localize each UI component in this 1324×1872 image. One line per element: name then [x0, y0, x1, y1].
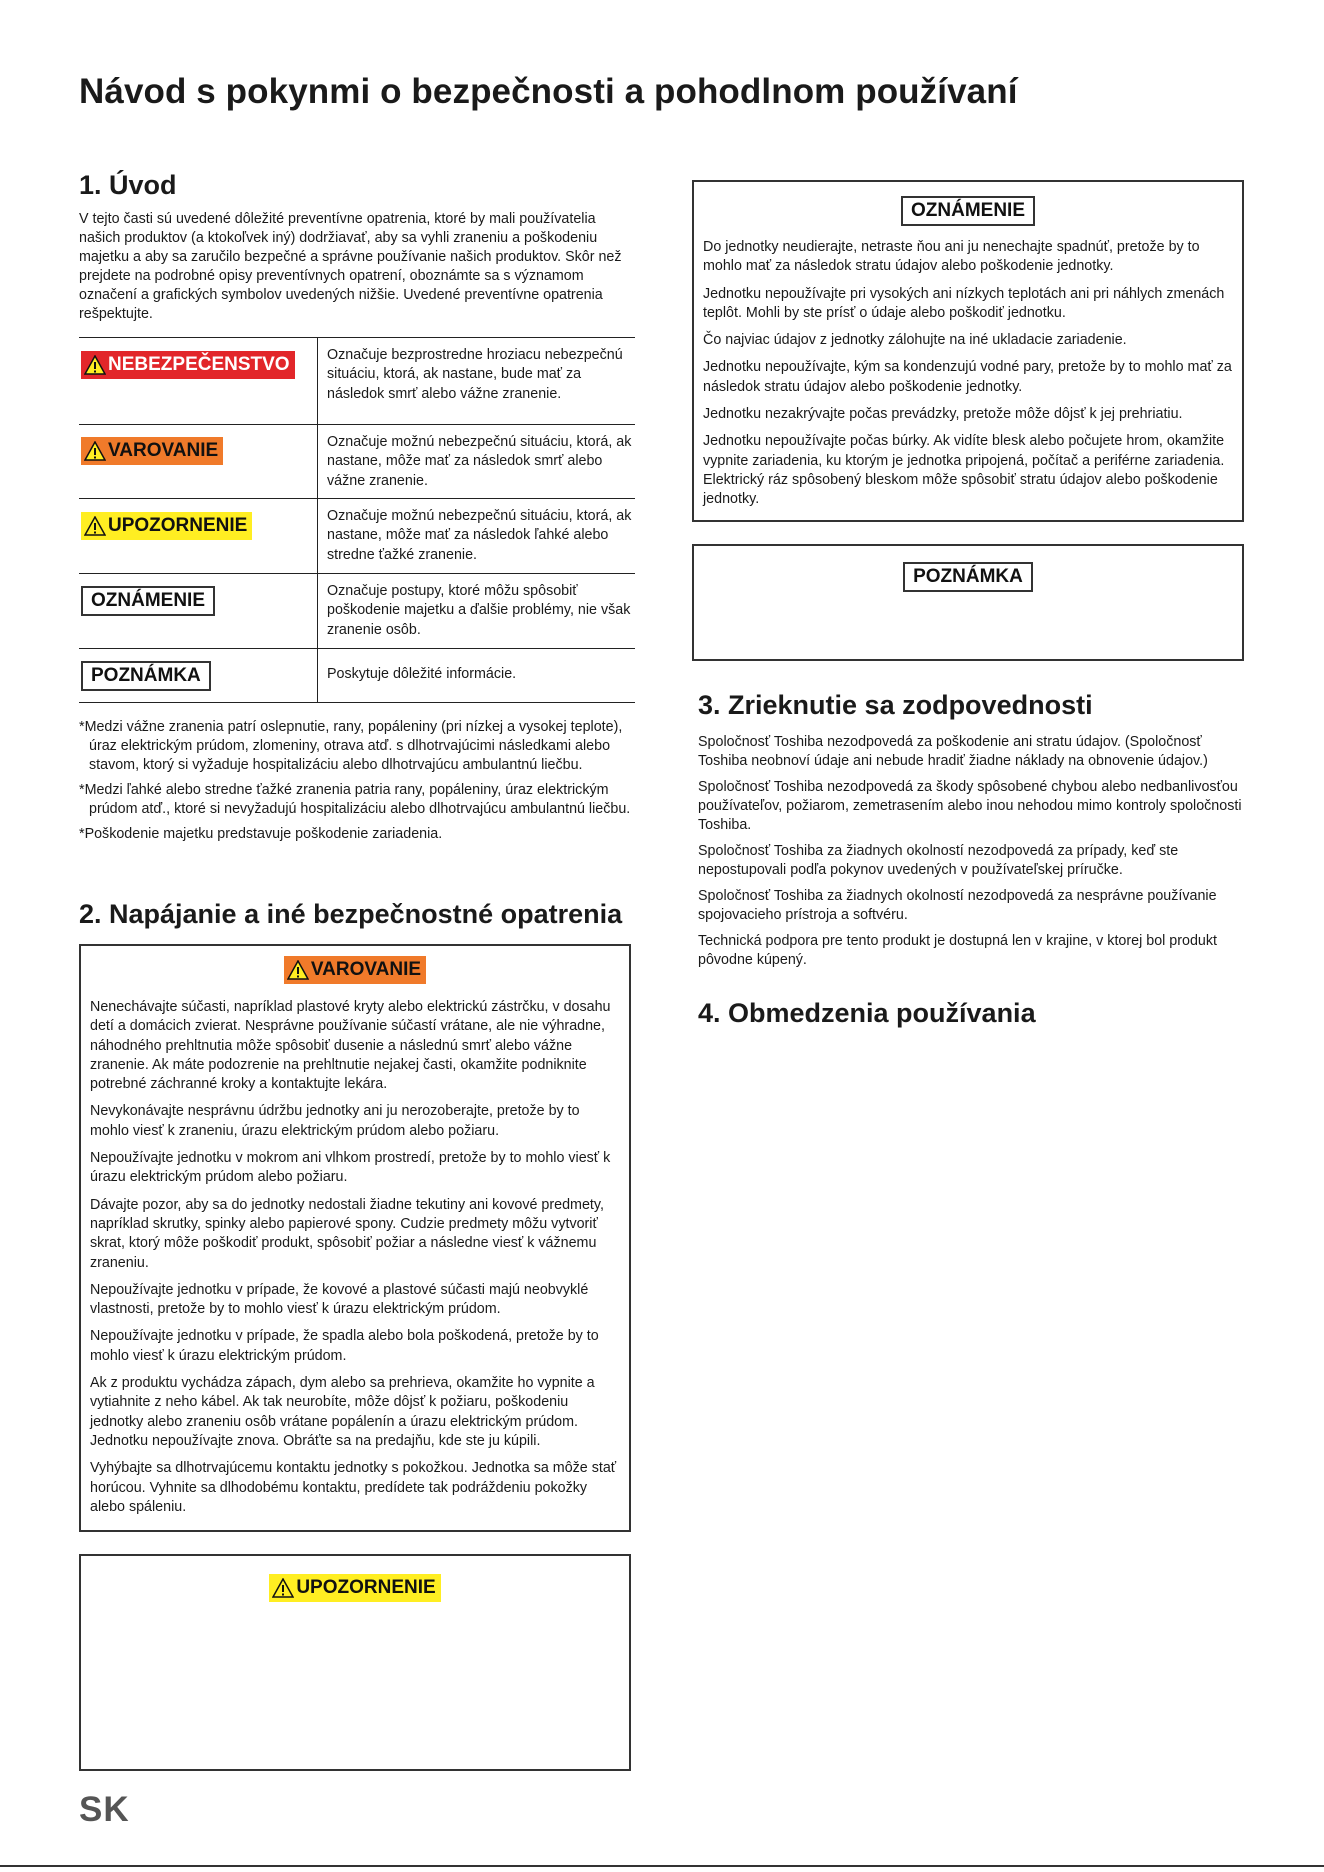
power-heading: 2. Napájanie a iné bezpečnostné opatrenia: [79, 899, 623, 929]
notice-box: [692, 180, 1244, 522]
disclaimer-item: Spoločnosť Toshiba za žiadnych okolností nezodpovedá za nesprávne používanie spojovacieho prístroja a softvéru.: [698, 888, 1217, 923]
warning-item: Nepoužívajte jednotku v prípade, že spadla alebo bola poškodená, pretože by to mohlo viesť k úrazu elektrickým prúdom.: [90, 1328, 599, 1364]
footnote: *Poškodenie majetku predstavuje poškodenie zariadenia.: [79, 826, 443, 842]
notice-item: Jednotku nezakrývajte počas prevádzky, pretože môže dôjsť k jej prehriatiu.: [703, 406, 1183, 423]
language-code: SK: [79, 1790, 130, 1829]
notice-label: OZNÁMENIE: [81, 586, 215, 616]
warning-item: Dávajte pozor, aby sa do jednotky nedostali žiadne tekutiny ani kovové predmety, napríklad skrutky, spinky alebo papierové spony. Cudzie predmety môžu vytvoriť skrat, ktorý môže poškodiť produkt, spôsobiť požiar a následne viesť k vážnemu zraneniu.: [90, 1196, 604, 1271]
disclaimer-item: Spoločnosť Toshiba nezodpovedá za škody spôsobené chybou alebo nedbanlivosťou používateľov, požiarom, zemetrasením alebo inou nehodou mimo kontroly spoločnosti Toshiba.: [698, 779, 1242, 833]
caution-box-label: [269, 1574, 440, 1602]
warning-triangle-icon: [84, 516, 106, 536]
warning-triangle-icon: [84, 355, 106, 375]
disclaimer-heading: 3. Zrieknutie sa zodpovednosti: [698, 690, 1093, 720]
notice-item: Do jednotky neudierajte, netraste ňou ani ju nenechajte spadnúť, pretože by to mohlo mať za následok stratu údajov alebo poškodenie jednotky.: [703, 239, 1200, 275]
warning-box: [79, 944, 631, 1532]
symbol-row-notice: [79, 574, 635, 649]
intro-text: V tejto časti sú uvedené dôležité preventívne opatrenia, ktoré by mali používatelia našich produktov (a ktokoľvek iný) dodržiavať, aby sa vyhli zraneniu a poškodeniu majetku a aby sa zaručilo bezpečné a správne používanie našich produktov. Skôr než prejdete na podrobné opisy preventívnych opatrení, oboznámte sa s významom označení a grafických symbolov uvedených nižšie. Uvedené preventívne opatrenia rešpektujte.: [79, 211, 622, 322]
note-desc: Poskytuje dôležité informácie.: [327, 666, 517, 682]
notice-box-label: OZNÁMENIE: [901, 196, 1035, 226]
symbols-table: [79, 337, 635, 703]
danger-label-text: NEBEZPEČENSTVO: [108, 354, 290, 375]
notice-item: Čo najviac údajov z jednotky zálohujte na iné ukladacie zariadenie.: [703, 332, 1127, 349]
symbol-row-caution: [79, 499, 635, 574]
warning-item: Vyhýbajte sa dlhotrvajúcemu kontaktu jednotky s pokožkou. Jednotka sa môže stať horúcou. Vyhnite sa dlhodobému kontaktu, predídete tak podráždeniu pokožky alebo spáleniu.: [90, 1460, 617, 1515]
note-box: [692, 544, 1244, 661]
notice-item: Jednotku nepoužívajte, kým sa kondenzujú vodné pary, pretože by to mohlo mať za následok stratu údajov alebo poškodenie jednotky.: [703, 359, 1232, 395]
warning-triangle-icon: [272, 1578, 294, 1598]
caution-desc: Označuje možnú nebezpečnú situáciu, ktorá, ak nastane, môže mať za následok ľahké alebo stredne ťažké zranenie.: [327, 508, 632, 563]
danger-desc: Označuje bezprostredne hroziacu nebezpečnú situáciu, ktorá, ak nastane, bude mať za následok smrť alebo vážne zranenie.: [327, 347, 623, 402]
warning-item: Nevykonávajte nesprávnu údržbu jednotky ani ju nerozoberajte, pretože by to mohlo viesť k zraneniu, úrazu elektrickým prúdom alebo požiaru.: [90, 1103, 580, 1139]
warning-triangle-icon: [287, 960, 309, 980]
intro-heading: 1. Úvod: [79, 170, 177, 200]
page-title: Návod s pokynmi o bezpečnosti a pohodlnom používaní: [79, 72, 1018, 111]
disclaimer-list: [698, 733, 1253, 977]
warning-box-label-text: VAROVANIE: [310, 959, 422, 980]
notice-item: Jednotku nepoužívajte pri vysokých ani nízkych teplotách ani pri náhlych zmenách teplôt. Mohli by ste prísť o údaje alebo poškodiť jednotku.: [703, 285, 1225, 321]
caution-label: [81, 512, 252, 540]
warning-triangle-icon: [84, 441, 106, 461]
warning-item: Ak z produktu vychádza zápach, dym alebo sa prehrieva, okamžite ho vypnite a vytiahnite z neho kábel. Ak tak neurobíte, môže dôjsť k požiaru, poškodeniu jednotky alebo zraneniu osôb vrátane popálenín a úrazu elektrickým prúdom. Jednotku nepoužívajte znova. Obráťte sa na predajňu, kde ste ju kúpili.: [90, 1375, 595, 1449]
restrictions-heading: 4. Obmedzenia používania: [698, 998, 1036, 1028]
danger-label: [81, 351, 295, 379]
note-label: POZNÁMKA: [81, 661, 211, 691]
footer-divider: [0, 1865, 1324, 1867]
footnote: *Medzi vážne zranenia patrí oslepnutie, rany, popáleniny (pri nízkej a vysokej teplote), úraz elektrickým prúdom, zlomeniny, otrava atď. s dlhotrvajúcimi následkami alebo stavom, ktorý si vyžaduje hospitalizáciu alebo dlhotrvajúcu ambulantnú liečbu.: [79, 719, 623, 773]
warning-item: Nepoužívajte jednotku v mokrom ani vlhkom prostredí, pretože by to mohlo viesť k úrazu elektrickým prúdom alebo požiaru.: [90, 1150, 611, 1186]
footnotes: [79, 718, 635, 850]
warning-item: Nepoužívajte jednotku v prípade, že kovové a plastové súčasti majú neobvyklé vlastnosti, pretože by to mohlo viesť k úrazu elektrickým prúdom.: [90, 1281, 589, 1318]
symbol-row-note: [79, 649, 635, 703]
warning-box-label: [284, 956, 426, 984]
note-box-label: POZNÁMKA: [903, 562, 1033, 592]
symbol-row-warning: [79, 425, 635, 499]
disclaimer-item: Spoločnosť Toshiba nezodpovedá za poškodenie ani stratu údajov. (Spoločnosť Toshiba neobnoví údaje ani nebude hradiť žiadne náklady na obnovenie údajov.): [698, 734, 1208, 769]
caution-label-text: UPOZORNENIE: [108, 515, 248, 536]
warning-item: Nenechávajte súčasti, napríklad plastové kryty alebo elektrickú zástrčku, v dosahu detí a domácich zvierat. Nesprávne používanie súčastí vrátane, ale nie výhradne, náhodného prehltnutia môže spôsobiť dusenie a následnú smrť alebo vážne zranenie. Ak máte podozrenie na prehltnutie nejakej časti, okamžite podniknite potrebné záchranné kroky a kontaktujte lekára.: [90, 999, 611, 1093]
warning-label-text: VAROVANIE: [108, 440, 219, 461]
notice-item: Jednotku nepoužívajte počas búrky. Ak vidíte blesk alebo počujete hrom, okamžite vypnite zariadenia, ku ktorým je jednotka pripojená, počítač a periférne zariadenia. Elektrický ráz spôsobený bleskom môže spôsobiť stratu údajov alebo poškodenie jednotky.: [703, 433, 1225, 508]
caution-box-label-text: UPOZORNENIE: [296, 1577, 436, 1598]
disclaimer-item: Spoločnosť Toshiba za žiadnych okolností nezodpovedá za prípady, keď ste nepostupovali podľa pokynov uvedených v používateľskej príručke.: [698, 843, 1179, 878]
caution-box: [79, 1554, 631, 1771]
warning-label: [81, 437, 223, 465]
footnote: *Medzi ľahké alebo stredne ťažké zranenia patria rany, popáleniny, úraz elektrickým prúdom atď., ktoré si nevyžadujú hospitalizáciu alebo dlhotrvajúcu ambulantnú liečbu.: [79, 782, 631, 817]
warning-desc: Označuje možnú nebezpečnú situáciu, ktorá, ak nastane, môže mať za následok smrť alebo vážne zranenie.: [327, 434, 632, 489]
notice-desc: Označuje postupy, ktoré môžu spôsobiť poškodenie majetku a ďalšie problémy, nie však zranenie osôb.: [327, 583, 631, 638]
symbol-row-danger: [79, 338, 635, 425]
disclaimer-item: Technická podpora pre tento produkt je dostupná len v krajine, v ktorej bol produkt pôvodne kúpený.: [698, 933, 1217, 968]
